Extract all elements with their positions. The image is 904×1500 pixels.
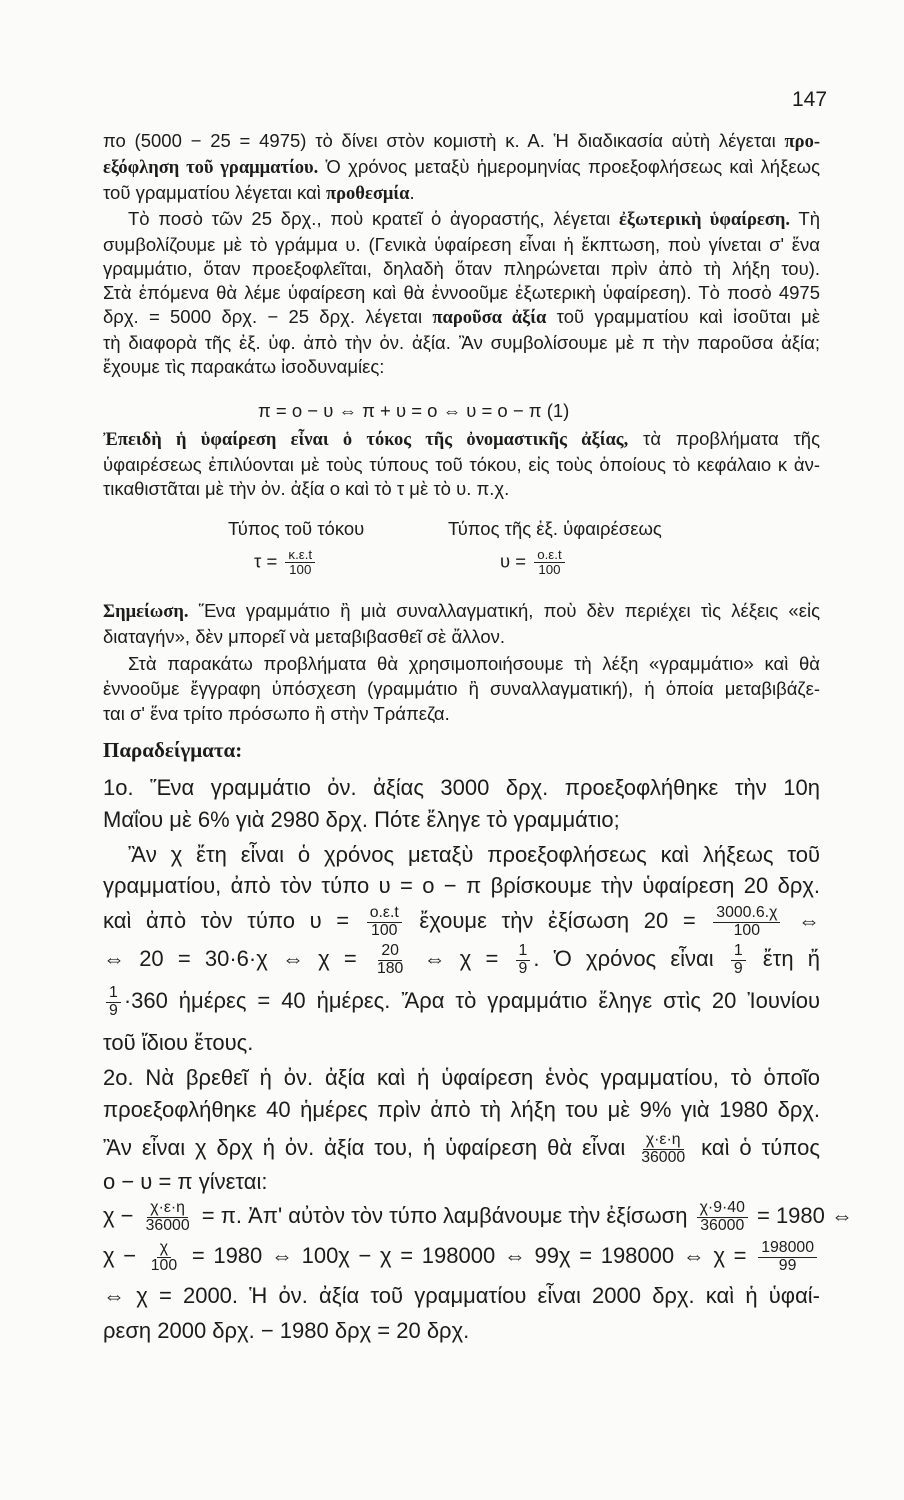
fraction [534, 548, 564, 577]
text-run: καὶ ὁ τύπος [691, 1134, 820, 1160]
text-line [103, 1097, 820, 1122]
text-run: γραμμάτιο, ὅταν προεξοφλεῖται, δηλαδὴ ὅταν πληρώνεται πρὶν ἀπὸ τὴ λήξη του). [103, 258, 820, 279]
text-line [103, 775, 820, 800]
fraction [148, 1240, 180, 1274]
text-run: Ἂν χ ἔτη εἶναι ὁ χρόνος μεταξὺ προεξοφλήσεως καὶ λήξεως τοῦ [128, 842, 820, 867]
text-line [103, 258, 820, 279]
text-line [128, 653, 820, 674]
denominator: 100 [371, 921, 398, 939]
section-heading [103, 738, 242, 762]
bold-term: προ- [784, 132, 820, 152]
text-run: Στὰ ἑπόμενα θὰ λέμε ὑφαίρεση καὶ θὰ ἐννοοῦμε ἐξωτερικὴ ὑφαίρεση). Τὸ ποσὸ 4975 [103, 282, 820, 303]
numerator: χ·9·40 [697, 1200, 748, 1218]
numerator: 198000 [758, 1240, 817, 1258]
numerator: ο.ε.t [534, 548, 564, 563]
text-run: Στὰ παρακάτω προβλήματα θὰ χρησιμοποιήσουμε τὴ λέξη «γραμμάτιο» καὶ θὰ [128, 653, 820, 674]
text-line [103, 703, 450, 724]
fraction [367, 905, 402, 939]
text-line [103, 454, 820, 475]
text-line [103, 356, 384, 377]
bold-term: Σημείωση. [103, 602, 189, 622]
text-run: Ἂν εἶναι χ δρχ ἡ ὀν. ἀξία του, ἡ ὑφαίρεση θὰ εἶναι [103, 1134, 636, 1160]
text-run: καὶ ἀπὸ τὸν τύπο υ = [103, 907, 364, 933]
text-run: τὰ προβλήματα τῆς [628, 428, 820, 449]
text-line [228, 518, 364, 539]
text-run: χ − [103, 1242, 145, 1268]
text-run: ρεση 2000 δρχ. − 1980 δρχ = 20 δρχ. [103, 1318, 470, 1343]
text-run: Τὴ [789, 208, 821, 229]
text-run: 1ο. Ἕνα γραμμάτιο ὀν. ἀξίας 3000 δρχ. προεξοφλήθηκε τὴν 10η [103, 775, 820, 800]
text-run: Μαΐου μὲ 6% γιὰ 2980 δρχ. Πότε ἔληγε τὸ γραμμάτιο; [103, 807, 620, 832]
denominator: 9 [518, 959, 528, 977]
denominator: 100 [150, 1256, 178, 1274]
text-line [103, 282, 820, 303]
text-run: τικαθιστᾶται μὲ τὴν ὀν. ἀξία ο καὶ τὸ τ μὲ τὸ υ. π.χ. [103, 478, 510, 499]
text-line [103, 985, 820, 1019]
bold-term: ἐξωτερικὴ ὑφαίρεση. [618, 210, 790, 230]
text-run: ·360 ἡμέρες = 40 ἡμέρες. Ἄρα τὸ γραμμάτιο ἔληγε στὶς 20 Ἰουνίου [123, 987, 820, 1013]
text-line [103, 600, 820, 623]
numerator: χ·ε·η [643, 1132, 684, 1150]
text-line [500, 548, 568, 577]
text-line [103, 1240, 820, 1274]
text-run: ὑφαιρέσεως ἐπιλύονται μὲ τοὺς τύπους τοῦ τόκου, εἰς τοὺς ὁποίους τὸ κεφάλαιο κ ἀν- [103, 454, 820, 475]
text-run: τὴ διαφορὰ τῆς ἐξ. ὑφ. ἀπὸ τὴν ὀν. ἀξία. Ἂν συμβολίσουμε μὲ π τὴν παροῦσα ἀξία; [103, 332, 820, 353]
numerator: χ·ε·η [147, 1200, 188, 1218]
text-run: δρχ. = 5000 δρχ. − 25 δρχ. λέγεται [103, 306, 433, 327]
text-run: ⇔ χ = [409, 945, 513, 971]
text-line [254, 548, 318, 577]
bold-term: εξόφληση τοῦ γραμματίου. [103, 158, 319, 178]
text-line [103, 1065, 820, 1090]
text-line [103, 130, 820, 153]
text-run: = π. Ἀπ' αὐτὸν τὸν τύπο λαμβάνουμε τὴν ἐξίσωση [195, 1202, 694, 1228]
numerator: 1 [106, 985, 121, 1003]
bold-term: παροῦσα ἀξία [432, 308, 547, 328]
text-line [103, 1132, 820, 1166]
numerator: ο.ε.t [367, 905, 402, 923]
fraction [143, 1200, 193, 1234]
text-run: διαταγήν», δὲν μπορεῖ νὰ μεταβιβασθεῖ σὲ ἄλλον. [103, 626, 506, 647]
bold-term: προθεσμία [326, 184, 410, 204]
text-line [103, 873, 820, 898]
text-run: υ = [500, 550, 532, 572]
text-run: ο − υ = π γίνεται: [103, 1169, 268, 1194]
text-run: γραμματίου, ἀπὸ τὸν τύπο υ = ο − π βρίσκουμε τὴν ὑφαίρεση 20 δρχ. [103, 873, 820, 898]
fraction [638, 1132, 688, 1166]
fraction [758, 1240, 817, 1274]
text-run: = 1980 ⇔ [750, 1202, 854, 1228]
text-line [103, 1169, 268, 1194]
text-run: . [409, 182, 415, 203]
denominator: 180 [376, 959, 404, 977]
denominator: 100 [289, 561, 312, 577]
numerator: 20 [378, 943, 402, 961]
text-run: Ὁ χρόνος μεταξὺ ἡμερομηνίας προεξοφλήσεως καὶ λήξεως [318, 156, 820, 177]
text-line [128, 842, 820, 867]
text-line [103, 1030, 253, 1055]
fraction [516, 943, 531, 977]
bold-term: Παραδείγματα: [103, 738, 243, 762]
text-run: ἐννοοῦμε ἔγγραφη ὑπόσχεση (γραμμάτιο ἢ συναλλαγματική), ἡ ὁποία μεταβιβάζε- [103, 678, 820, 699]
numerator: κ.ε.t [285, 548, 315, 563]
denominator: 9 [109, 1001, 118, 1019]
text-line [103, 943, 820, 977]
text-run: Ἕνα γραμμάτιο ἢ μιὰ συναλλαγματική, ποὺ δὲν περιέχει τὶς λέξεις «εἰς [188, 600, 820, 621]
fraction [285, 548, 315, 577]
text-line [103, 678, 820, 699]
text-run: Τύπος τοῦ τόκου [228, 518, 365, 539]
text-line [128, 208, 820, 231]
text-run: τ = [254, 550, 283, 572]
text-line [103, 1283, 820, 1308]
fraction [731, 943, 746, 977]
text-line [103, 1200, 853, 1234]
text-line [103, 182, 415, 205]
text-run: τοῦ γραμματίου λέγεται καὶ [103, 182, 326, 203]
text-run: χ − [103, 1202, 140, 1228]
denominator: 99 [778, 1256, 797, 1274]
denominator: 100 [538, 561, 561, 577]
text-line [103, 428, 820, 451]
text-run: π = ο − υ ⇔ π + υ = ο ⇔ υ = ο − π (1) [258, 400, 570, 421]
numerator: 1 [516, 943, 531, 961]
text-line [103, 807, 620, 832]
text-run: = 1980 ⇔ 100χ − χ = 198000 ⇔ 99χ = 198000 ⇔ χ = [183, 1242, 756, 1268]
text-run: προεξοφλήθηκε 40 ἡμέρες πρὶν ἀπὸ τὴ λήξη του μὲ 9% γιὰ 1980 δρχ. [103, 1097, 820, 1122]
text-run: τοῦ γραμματίου καὶ ἰσοῦται μὲ [546, 306, 821, 327]
text-run: τοῦ ἴδιου ἔτους. [103, 1030, 254, 1055]
text-line [103, 905, 820, 939]
text-line [448, 518, 662, 539]
denominator: 9 [733, 959, 743, 977]
text-run: πο (5000 − 25 = 4975) τὸ δίνει στὸν κομιστὴ κ. Α. Ἡ διαδικασία αὐτὴ λέγεται [103, 130, 785, 151]
fraction [713, 905, 780, 939]
denominator: 100 [733, 921, 761, 939]
text-run: 2ο. Νὰ βρεθεῖ ἡ ὀν. ἀξία καὶ ἡ ὑφαίρεση ἑνὸς γραμματίου, τὸ ὁποῖο [103, 1065, 820, 1090]
text-run: ται σ' ἕνα τρίτο πρόσωπο ἢ στὴν Τράπεζα. [103, 703, 450, 724]
numerator: χ [157, 1240, 171, 1258]
numerator: 1 [731, 943, 746, 961]
text-run: ⇔ [783, 907, 820, 933]
text-line [103, 626, 505, 647]
fraction [374, 943, 406, 977]
text-run: ⇔ χ = 2000. Ἡ ὀν. ἀξία τοῦ γραμματίου εἶναι 2000 δρχ. καὶ ἡ ὑφαί- [103, 1283, 820, 1308]
text-line [103, 306, 820, 329]
text-line [103, 156, 820, 179]
denominator: 36000 [700, 1216, 745, 1234]
text-line [258, 400, 569, 421]
text-run: ἔχουμε τὴν ἐξίσωση 20 = [404, 907, 711, 933]
text-run: . Ὁ χρόνος εἶναι [533, 945, 728, 971]
denominator: 36000 [145, 1216, 190, 1234]
text-run: ἔχουμε τὶς παρακάτω ἰσοδυναμίες: [103, 356, 385, 377]
text-line [103, 234, 820, 255]
text-run: Τὸ ποσὸ τῶν 25 δρχ., ποὺ κρατεῖ ὁ ἀγοραστής, λέγεται [128, 208, 619, 229]
text-line [103, 332, 820, 353]
denominator: 36000 [641, 1148, 686, 1166]
text-run: ⇔ 20 = 30·6·χ ⇔ χ = [103, 945, 371, 971]
fraction [106, 985, 121, 1019]
numerator: 3000.6.χ [713, 905, 780, 923]
text-line [103, 1318, 469, 1343]
bold-term: Ἐπειδὴ ἡ ὑφαίρεση εἶναι ὁ τόκος τῆς ὀνομαστικῆς ἀξίας, [103, 430, 629, 450]
page-number: 147 [792, 88, 828, 111]
text-run: συμβολίζουμε μὲ τὸ γράμμα υ. (Γενικὰ ὑφαίρεση εἶναι ἡ ἔκπτωση, ποὺ γίνεται σ' ἕνα [103, 234, 820, 255]
text-line [103, 478, 509, 499]
text-run: ἔτη ἤ [748, 945, 821, 971]
fraction [697, 1200, 748, 1234]
text-run: Τύπος τῆς ἐξ. ὑφαιρέσεως [448, 518, 662, 539]
